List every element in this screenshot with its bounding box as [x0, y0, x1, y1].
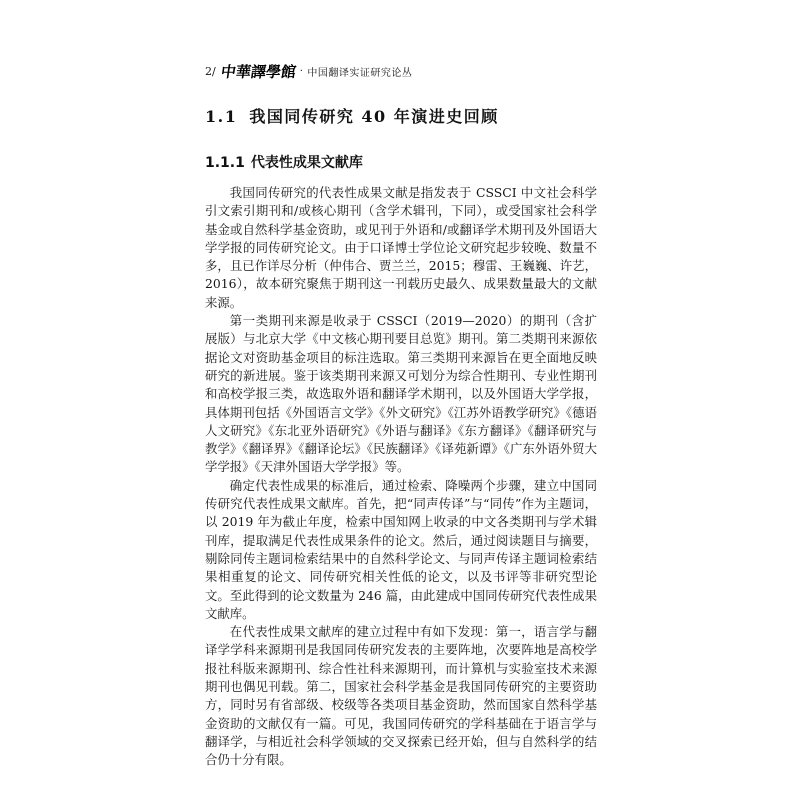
- page-number: 2/: [205, 64, 216, 78]
- section-heading: [205, 104, 499, 127]
- section-title-text: 我国同传研究 40 年演进史回顾: [249, 107, 499, 126]
- brand-logo: 中華譯學館: [219, 62, 297, 81]
- paragraph: 第一类期刊来源是收录于 CSSCI（2019—2020）的期刊（含扩展版）与北京大学《中文核心期刊要目总览》期刊。第二类期刊来源依据论文对资助基金项目的标注选取。第三类期刊来源旨在更全面地反映研究的新进展。鉴于该类期刊来源又可划分为综合性期刊、专业性期刊和高校学报三类，故选取外语和翻译学术期刊，以及外国语大学学报，具体期刊包括《外国语言文学》《外文研究》《江苏外语教学研究》《德语人文研究》《东北亚外语研究》《外语与翻译》《东方翻译》《翻译研究与教学》《翻译界》《翻译论坛》《民族翻译》《译苑新谭》《广东外语外贸大学学报》《天津外国语大学学报》等。: [205, 313, 597, 475]
- paragraph: 确定代表性成果的标准后，通过检索、降噪两个步骤，建立中国同传研究代表性成果文献库。首先，把“同声传译”与“同传”作为主题词，以 2019 年为截止年度，检索中国知网上收录的中文各类期刊与学术辑刊库，提取满足代表性成果条件的论文。然后，通过阅读题目与摘要，剔除同传主题词检索结果中的自然科学论文、与同声传译主题词检索结果相重复的论文、同传研究相关性低的论文，以及书评等非研究型论文。至此得到的论文数量为 246 篇，由此建成中国同传研究代表性成果文献库。: [205, 477, 597, 621]
- subsection-heading: [205, 152, 363, 172]
- running-header: [205, 62, 412, 80]
- section-number: 1.1: [205, 107, 238, 126]
- paragraph: 在代表性成果文献库的建立过程中有如下发现：第一，语言学与翻译学学科来源期刊是我国同传研究发表的主要阵地，次要阵地是高校学报社科版来源期刊、综合性社科来源期刊，而计算机与实验室技术来源期刊也偶见刊载。第二，国家社会科学基金是我国同传研究的主要资助方，同时另有省部级、校级等各类项目基金资助，然而国家自然科学基金资助的文献仅有一篇。可见，我国同传研究的学科基础在于语言学与翻译学，与相近社会科学领域的交叉探索已经开始，但与自然科学的结合仍十分有限。: [205, 624, 597, 768]
- subsection-number: 1.1.1: [205, 155, 245, 171]
- body-text: [205, 184, 597, 770]
- series-separator: ·: [299, 65, 304, 77]
- subsection-title-text: 代表性成果文献库: [250, 155, 363, 171]
- series-title: 中国翻译实证研究论丛: [307, 67, 413, 79]
- paragraph: 我国同传研究的代表性成果文献是指发表于 CSSCI 中文社会科学引文索引期刊和/或核心期刊（含学术辑刊，下同），或受国家社会科学基金或自然科学基金资助，或见刊于外语和/或翻译学术期刊及外国语大学学报的同传研究论文。由于口译博士学位论文研究起步较晚、数量不多，且已作详尽分析（仲伟合、贾兰兰，2015；穆雷、王巍巍、许艺，2016），故本研究聚焦于期刊这一刊载历史最久、成果数量最大的文献来源。: [205, 185, 597, 310]
